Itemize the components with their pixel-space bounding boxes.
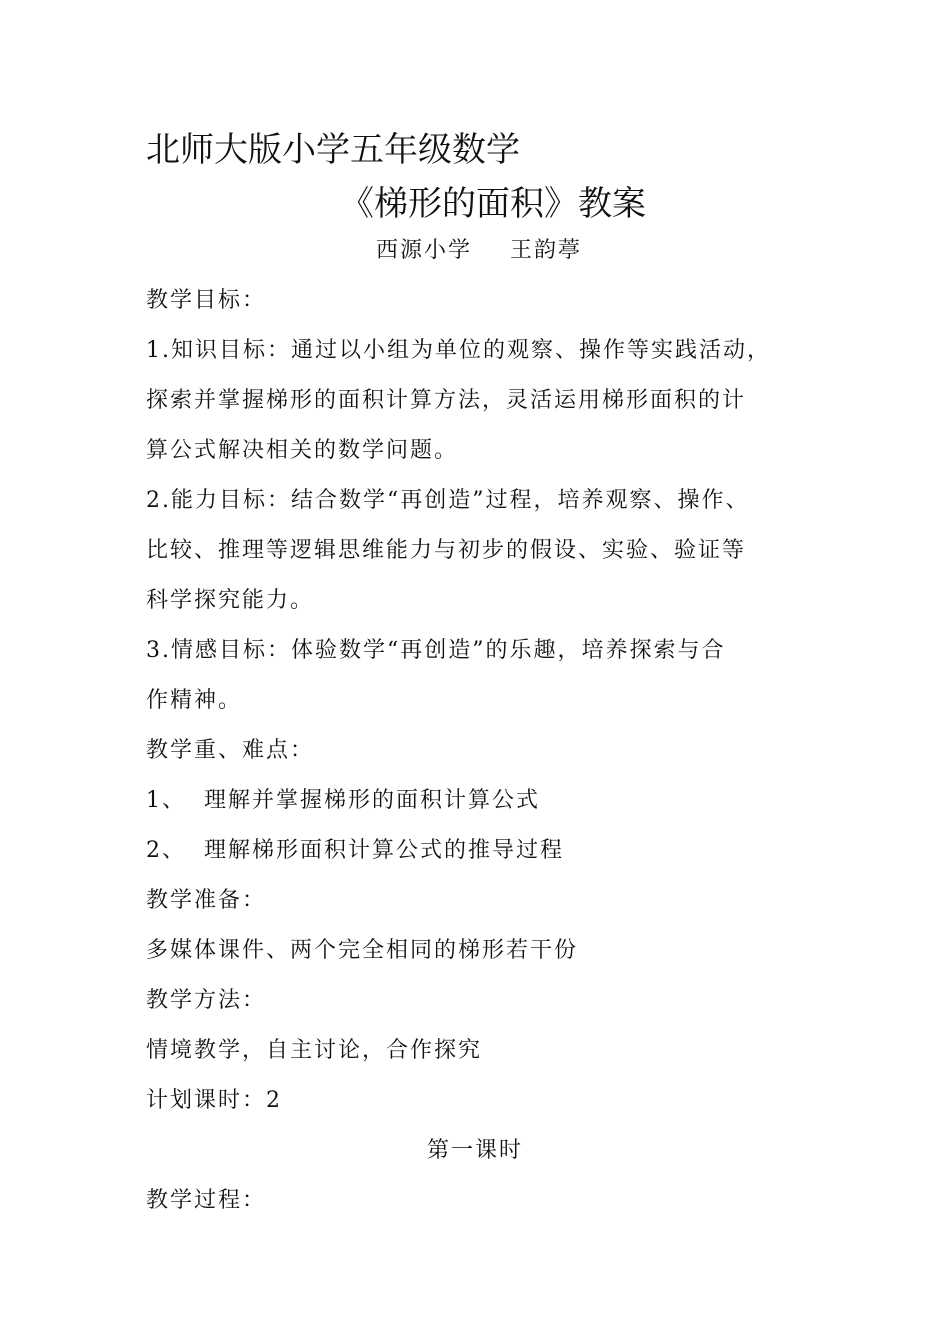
objectives-heading: 教学目标： [146,288,267,313]
prep-heading: 教学准备： [146,888,267,913]
objective-line: 算公式解决相关的数学问题。 [146,438,459,463]
key-point-text: 理解梯形面积计算公式的推导过程 [204,838,565,863]
key-points-heading: 教学重、难点： [146,738,315,763]
key-point-number: 2、 [146,838,186,863]
hours-text: 计划课时：2 [146,1088,282,1113]
objective-line: 1.知识目标：通过以小组为单位的观察、操作等实践活动， [146,338,771,363]
author-line [0,236,950,266]
key-point-text: 理解并掌握梯形的面积计算公式 [204,788,541,813]
author-name: 王韵葶 [510,238,583,263]
document-title-line2: 《梯形的面积》教案 [340,184,646,224]
method-heading: 教学方法： [146,988,267,1013]
key-point-item [146,836,564,866]
objective-line: 3.情感目标：体验数学“再创造”的乐趣，培养探索与合 [146,638,726,663]
school-name: 西源小学 [375,238,472,263]
method-text: 情境教学，自主讨论，合作探究 [146,1038,483,1063]
key-point-item [146,786,540,816]
objective-line: 2.能力目标：结合数学“再创造”过程，培养观察、操作、 [146,488,750,513]
prep-text: 多媒体课件、两个完全相同的梯形若干份 [146,938,579,963]
objective-line: 探索并掌握梯形的面积计算方法，灵活运用梯形面积的计 [146,388,747,413]
process-heading: 教学过程： [146,1188,267,1213]
lesson-title: 第一课时 [426,1138,523,1163]
key-point-number: 1、 [146,788,186,813]
document-title-line1: 北师大版小学五年级数学 [146,130,520,170]
objective-line: 作精神。 [146,688,243,713]
objective-line: 比较、推理等逻辑思维能力与初步的假设、实验、验证等 [146,538,747,563]
objective-line: 科学探究能力。 [146,588,315,613]
